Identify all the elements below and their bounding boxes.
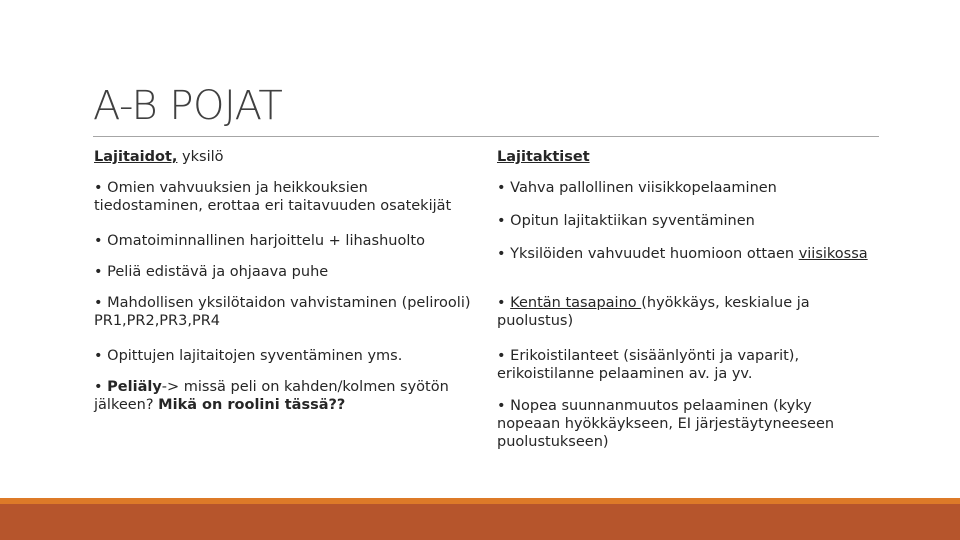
right-item-3-text: • Yksilöiden vahvuudet huomioon ottaen <box>497 246 799 262</box>
right-item-4 <box>497 294 872 330</box>
left-item-4: • Mahdollisen yksilötaidon vahvistaminen (pelirooli) PR1,PR2,PR3,PR4 <box>94 295 471 329</box>
left-item-6-text: -> missä peli on kahden/kolmen syötön jälkeen? <box>94 379 449 413</box>
left-item-2: • Omatoiminnallinen harjoittelu + lihashuolto <box>94 233 425 249</box>
left-heading-underlined: Lajitaidot, <box>94 149 178 165</box>
footer-accent-bar <box>0 504 960 540</box>
right-item-4-underlined: Kentän tasapaino <box>510 295 642 311</box>
left-heading-rest: yksilö <box>177 149 224 165</box>
slide-title: A-B POJAT <box>93 83 283 129</box>
right-item-3 <box>497 245 868 263</box>
right-item-3-underlined: viisikossa <box>798 246 868 262</box>
left-item-5: • Opittujen lajitaitojen syventäminen yms. <box>94 348 403 364</box>
left-item-6-bold-2: Mikä on roolini tässä?? <box>158 397 346 413</box>
right-item-1: • Vahva pallollinen viisikkopelaaminen <box>497 180 777 196</box>
right-item-4-bullet: • <box>497 295 511 311</box>
right-item-5: • Erikoistilanteet (sisäänlyönti ja vaparit), erikoistilanne pelaaminen av. ja yv. <box>497 348 800 382</box>
left-item-6-bold-1: Peliäly <box>107 379 162 395</box>
right-item-4-rest: (hyökkäys, keskialue ja puolustus) <box>497 295 810 329</box>
right-item-2: • Opitun lajitaktiikan syventäminen <box>497 213 755 229</box>
left-heading <box>94 148 224 166</box>
left-item-1: • Omien vahvuuksien ja heikkouksien tiedostaminen, erottaa eri taitavuuden osatekijät <box>94 180 452 214</box>
right-item-6: • Nopea suunnanmuutos pelaaminen (kyky nopeaan hyökkäykseen, EI järjestäytyneeseen puolustukseen) <box>497 398 835 450</box>
title-divider <box>93 136 879 137</box>
left-item-6 <box>94 378 478 414</box>
left-item-6-bullet: • <box>94 379 108 395</box>
right-heading: Lajitaktiset <box>497 149 590 165</box>
left-item-3: • Peliä edistävä ja ohjaava puhe <box>94 264 329 280</box>
